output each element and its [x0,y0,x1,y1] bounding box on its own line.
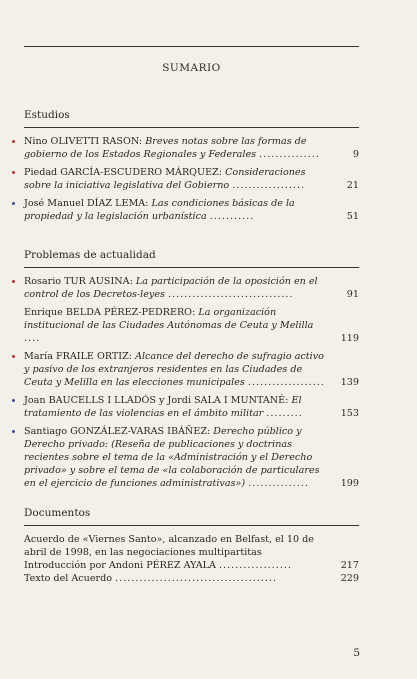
toc-entry[interactable] [24,559,359,572]
entry-author: Piedad GARCÍA-ESCUDERO MÁRQUEZ: [24,167,223,178]
entry-page: 229 [340,573,359,584]
toc-entry[interactable] [24,394,359,420]
toc-entry[interactable] [24,275,359,301]
intro-text: Acuerdo de «Viernes Santo», alcanzado en Belfast, el 10 de abril de 1998, en las negociaciones multipartitas [24,534,314,558]
section-heading: Problemas de actualidad [24,249,156,261]
bullet-icon [12,430,15,433]
entry-title: Breves notas sobre las formas de gobierno de los Estados Regionales y Federales [24,136,307,160]
leader-dots: .................. [232,180,306,191]
entry-author: Enrique BELDA PÉREZ-PEDRERO: [24,307,196,318]
entry-title: El tratamiento de las violencias en el ámbito militar [24,395,302,419]
top-rule [24,46,359,47]
entry-page: 51 [346,211,359,222]
entry-title: La organización institucional de las Ciudades Autónomas de Ceuta y Melilla [24,307,314,331]
leader-dots: ............... [259,149,320,160]
leader-dots: ................... [247,377,325,388]
toc-entry[interactable] [24,197,359,223]
section-rule [24,127,359,128]
entry-title: La participación de la oposición en el control de los Decretos-leyes [24,276,318,300]
entry-author: María FRAILE ORTIZ: [24,351,132,362]
entry-title: Las condiciones básicas de la propiedad y la legislación urbanística [24,198,295,222]
entry-author: José Manuel DÍAZ LEMA: [24,198,149,209]
entry-page: 91 [346,289,359,300]
section-estudios [24,108,359,223]
entry-page: 21 [346,180,359,191]
entry-author: Introducción por Andoni PÉREZ AYALA [24,560,216,571]
section-heading: Estudios [24,109,70,121]
entry-author: Rosario TUR AUSINA: [24,276,133,287]
entry-page: 199 [340,478,359,489]
leader-dots: .... [24,333,41,344]
toc-entry[interactable] [24,166,359,192]
leader-dots: ............... [248,478,309,489]
page-title: SUMARIO [162,62,221,74]
leader-dots: ........... [209,211,255,222]
toc-entry[interactable] [24,135,359,161]
bullet-icon [12,280,15,283]
bullet-icon [12,140,15,143]
entry-title: Derecho público y Derecho privado: (Reseña de publicaciones y doctrinas recientes sobre el tema de la «Administración y el Derecho privado» y sobre el tema de «la colaboración de particulares en el ejercicio de funciones administrativas») [24,426,320,489]
entry-author: Santiago GONZÁLEZ-VARAS IBÁÑEZ: [24,426,211,437]
entry-page: 139 [340,377,359,388]
entry-page: 119 [340,333,359,344]
bullet-icon [12,171,15,174]
entry-page: 153 [340,408,359,419]
leader-dots: ......... [266,408,303,419]
entry-author: Nino OLIVETTI RASON: [24,136,143,147]
entry-title: Alcance del derecho de sufragio activo y pasivo de los extranjeros residentes en las Ciudades de Ceuta y Melilla en las elecciones municipales [24,351,324,388]
entry-page: 217 [340,560,359,571]
leader-dots: .................. [219,560,292,571]
page-number: 5 [353,647,360,659]
toc-entry[interactable] [24,350,359,389]
section-heading: Documentos [24,507,91,519]
entry-author: Texto del Acuerdo [24,573,113,584]
document-intro [24,533,359,559]
section-rule [24,525,359,526]
leader-dots: ............................... [167,289,294,300]
leader-dots: ........................................ [115,573,278,584]
section-rule [24,267,359,268]
toc-entry[interactable] [24,572,359,585]
entry-title: Consideraciones sobre la iniciativa legislativa del Gobierno [24,167,306,191]
bullet-icon [12,202,15,205]
entry-author: Joan BAUCELLS I LLADÓS y Jordi SALA I MUNTANÉ: [24,395,289,406]
toc-entry[interactable] [24,425,359,490]
bullet-icon [12,399,15,402]
section-documentos [24,506,359,585]
toc-entry[interactable] [24,306,359,345]
bullet-icon [12,355,15,358]
section-problemas [24,248,359,490]
entry-page: 9 [352,149,359,160]
